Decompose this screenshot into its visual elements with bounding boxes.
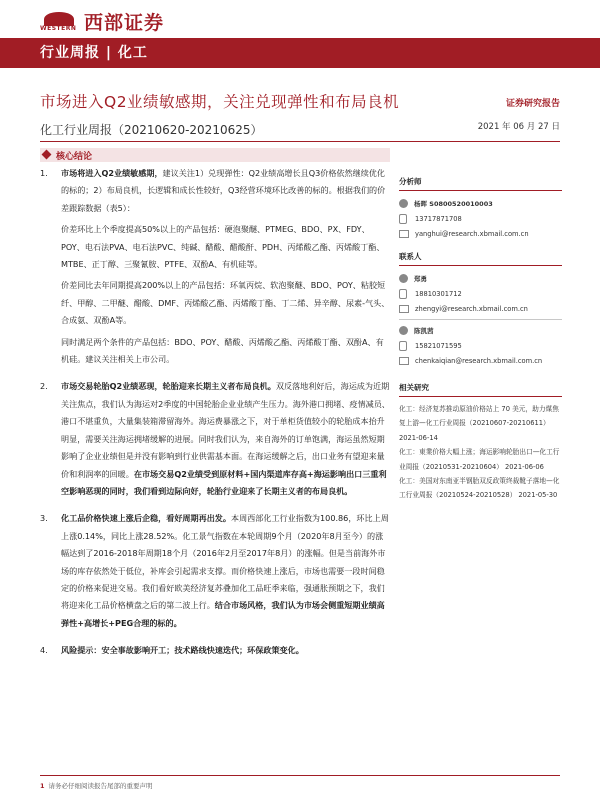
person-icon xyxy=(399,326,408,335)
point-lead: 市场交易轮胎Q2业绩恶现，轮胎迎来长期主义者布局良机。 xyxy=(61,381,276,392)
logo-subtext: WESTERN xyxy=(40,25,77,32)
point-number: 4. xyxy=(40,645,48,656)
point-text: 建议关注1）兑现弹性：Q2业绩高增长且Q3价格依然继续优化的标的；2）布局良机，长逻辑和成长性较好，Q3经营环境环比改善的标的。根据我们的价差跟踪数据（表5）： xyxy=(61,168,386,213)
analysts-label: 分析师 xyxy=(399,172,562,191)
point-text: 双反落地利好后，海运成为近期关注焦点，我们认为海运对2季度的中国轮胎企业业绩产生压力。海外港口拥堵、疫情减员、港口不堪重负，大量集装箱滞留海外。海运费暴涨之下，对于单柜货值较小的轮胎成本抬升明显，需要关注海运拥堵缓解的进展。同时我们认为，来自海外的订单饱满，海运虽然短期影响了企业业绩但是并没有影响到行业供需基本面。在海运缓解之后，出口业务有望迎来量价和利润率的回暖。 xyxy=(61,381,390,479)
phone-icon xyxy=(399,214,407,224)
sidebar xyxy=(399,172,562,503)
contact-card xyxy=(399,323,562,368)
contact-email[interactable]: chenkaiqian@research.xbmail.com.cn xyxy=(415,356,543,365)
point-1-sub-3: 同时满足两个条件的产品包括：BDO、POY、醋酸、丙烯酸乙酯、丙烯酸丁酯、双酚A、有机硅。建议关注相关上市公司。 xyxy=(61,336,384,365)
main-content xyxy=(40,165,390,660)
point-number: 2. xyxy=(40,381,48,392)
analyst-card xyxy=(399,196,562,241)
related-research-label: 相关研究 xyxy=(399,378,562,397)
point-bold-tail: 结合市场风格，我们认为市场会侧重短期业绩高弹性+高增长+PEG合理的标的。 xyxy=(61,600,385,628)
contact-phone: 15821071595 xyxy=(415,341,462,350)
analyst-name: 杨晖 S0800520010003 xyxy=(414,200,493,208)
mail-icon xyxy=(399,357,409,365)
contact-phone: 18810301712 xyxy=(415,289,462,298)
point-number: 1. xyxy=(40,168,48,178)
divider xyxy=(399,319,562,320)
point-3 xyxy=(40,510,390,632)
person-icon xyxy=(399,199,408,208)
phone-icon xyxy=(399,341,407,351)
contact-email[interactable]: zhengyi@research.xbmail.com.cn xyxy=(415,304,528,313)
related-research-list xyxy=(399,402,562,503)
footer xyxy=(40,781,153,790)
header-bar xyxy=(0,38,600,68)
logo-text: 西部证券 xyxy=(84,11,165,34)
point-4 xyxy=(40,642,390,659)
footer-disclaimer: 请务必仔细阅读报告尾部的重要声明 xyxy=(48,782,153,790)
point-1-sub-1: 价差环比上个季度提高50%以上的产品包括：硬泡聚醚、PTMEG、BDO、PX、FDY、POY、电石法PVA、电石法PVC、纯碱、醋酸、醋酸酐、PDH、丙烯酸乙酯、丙烯酸丁酯、MTBE、正丁醇、三聚氰胺、PTFE、双酚A、有机硅等。 xyxy=(61,224,385,270)
report-title: 市场进入Q2业绩敏感期，关注兑现弹性和布局良机 xyxy=(40,93,400,111)
analyst-phone: 13717871708 xyxy=(415,214,462,223)
analyst-email[interactable]: yanghui@research.xbmail.com.cn xyxy=(415,229,529,238)
contact-name: 陈凯茜 xyxy=(414,327,434,335)
point-lead: 市场将进入Q2业绩敏感期， xyxy=(61,168,163,178)
mail-icon xyxy=(399,305,409,313)
core-conclusion-header xyxy=(40,148,390,162)
report-subtitle: 化工行业周报（20210620-20210625） xyxy=(40,123,263,137)
diamond-icon xyxy=(42,150,52,160)
related-research-item[interactable]: 化工：東業价格大幅上涨；海运影响轮胎出口—化工行业周报（20210531-20210604） 2021-06-06 xyxy=(399,448,560,471)
footer-divider xyxy=(40,775,560,776)
core-conclusion-label: 核心结论 xyxy=(56,152,93,162)
point-bold-tail: 在市场交易Q2业绩受到原材料+国内渠道库存高+海运影响出口三重利空影响恶现的同时，我们看到边际向好，轮胎行业迎来了长期主义者的布局良机。 xyxy=(61,468,387,496)
page-number: 1 xyxy=(40,782,45,790)
contact-name: 郑勇 xyxy=(414,275,427,283)
logo xyxy=(40,8,164,34)
mail-icon xyxy=(399,230,409,238)
point-lead: 风险提示：安全事故影响开工；技术路线快速迭代；环保政策变化。 xyxy=(61,645,304,656)
point-2 xyxy=(40,378,390,500)
report-date: 2021 年 06 月 27 日 xyxy=(477,122,560,132)
title-divider xyxy=(40,141,560,142)
related-research-item[interactable]: 化工：经济复苏推动原油价格站上 70 美元，助力煤焦复上游—化工行业周报（20210607-20210611） 2021-06-14 xyxy=(399,405,559,442)
related-research-item[interactable]: 化工：美国对东南亚半钢胎双反政策终裁靴子落地—化工行业周报（20210524-20210528） 2021-05-30 xyxy=(399,477,560,500)
contact-card xyxy=(399,271,562,316)
header-bar-text: 行业周报 | 化工 xyxy=(40,45,148,61)
point-lead: 化工品价格快速上涨后企稳，看好周期再出发。 xyxy=(61,513,231,524)
point-1-sub-2: 价差同比去年同期提高200%以上的产品包括：环氧丙烷、软泡聚醚、BDO、POY、粘胶短纤、甲醇、二甲醚、醋酸、DMF、丙烯酸乙酯、丙烯酸丁酯、丁二烯、异辛醇、尿素-气头、合成氨、双酚A等。 xyxy=(61,280,390,326)
phone-icon xyxy=(399,289,407,299)
point-number: 3. xyxy=(40,513,48,524)
person-icon xyxy=(399,274,408,283)
point-1 xyxy=(40,165,390,217)
contacts-label: 联系人 xyxy=(399,247,562,266)
point-text: 本周西部化工行业指数为100.86，环比上周上涨0.14%，同比上涨28.52%。化工景气指数在本轮周期9个月（2020年8月至今）的涨幅达到了2016-2018年周期18个月（2016年2月至2017年8月）的涨幅。但是当前海外市场的库存依然处于低位，补库会引起需求支撑。而价格快速上涨后，市场也需要一段时间稳定的价格来促进交易。我们看好欧美经济复苏叠加化工品旺季来临，强通胀预期之下，我们将迎来化工品价格横盘之后的第二波上行。 xyxy=(61,513,389,611)
report-type: 证券研究报告 xyxy=(505,99,560,109)
logo-icon xyxy=(40,10,78,32)
